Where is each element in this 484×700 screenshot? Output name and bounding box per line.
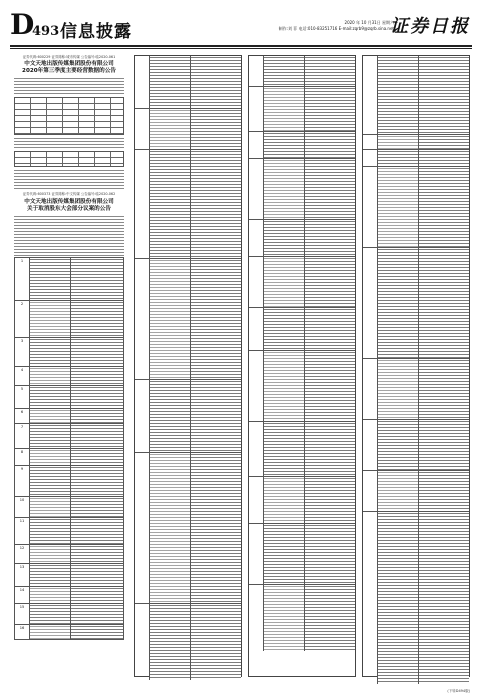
- revised-clause: [305, 308, 355, 350]
- column-1: [14, 55, 124, 675]
- original-clause: [378, 359, 419, 419]
- original-clause: [30, 301, 71, 337]
- original-clause: [150, 259, 191, 379]
- masthead-rule-thick: [10, 45, 472, 47]
- row-number: 4: [15, 367, 30, 385]
- table-row: [363, 135, 469, 150]
- revised-clause: [419, 420, 469, 470]
- original-clause: [264, 87, 305, 131]
- original-clause: [150, 109, 191, 149]
- table-row: [363, 420, 469, 471]
- original-clause: [264, 132, 305, 158]
- column-2-table: [134, 55, 242, 677]
- section-title: 信息披露: [60, 22, 132, 42]
- row-number: 8: [15, 449, 30, 465]
- original-clause: [378, 56, 419, 134]
- newspaper-brand-logo: 证券日报: [390, 16, 470, 37]
- revised-clause: [419, 359, 469, 419]
- table-row: [135, 604, 241, 680]
- table-row: [249, 351, 355, 422]
- revised-clause: [191, 259, 241, 379]
- row-number: 3: [15, 338, 30, 366]
- editor-contact: 制作:刘 菲 电话:010-83251716 E-mail:zqrb9@zqrb.sina.net: [278, 26, 394, 31]
- row-number: 14: [15, 587, 30, 603]
- table-row: [363, 359, 469, 420]
- row-number: [249, 257, 264, 307]
- revised-clause: [71, 301, 123, 337]
- revised-clause: [419, 150, 469, 166]
- page-letter: D: [10, 8, 34, 41]
- revised-clause: [71, 625, 123, 639]
- row-number: [249, 351, 264, 421]
- table-row: [15, 497, 123, 518]
- revised-clause: [71, 518, 123, 544]
- article-2-title-line-1: 中文天地出版传媒集团股份有限公司: [24, 198, 114, 205]
- column-3-table: [248, 55, 356, 677]
- row-number: 2: [15, 301, 30, 337]
- table-row: [249, 477, 355, 524]
- revised-clause: [71, 497, 123, 517]
- original-clause: [30, 587, 71, 603]
- table-row: [363, 167, 469, 248]
- table-row: [15, 545, 123, 564]
- table-row: [249, 308, 355, 351]
- revised-clause: [71, 367, 123, 385]
- row-number: [249, 422, 264, 476]
- original-clause: [30, 449, 71, 465]
- row-number: 10: [15, 497, 30, 517]
- amendment-table: [14, 257, 124, 640]
- revised-clause: [71, 564, 123, 586]
- original-clause: [30, 409, 71, 423]
- revised-clause: [191, 380, 241, 452]
- row-number: [363, 150, 378, 166]
- table-row: [135, 109, 241, 150]
- article-2-title-line-2: 关于取消股东大会部分议案的公告: [27, 205, 111, 212]
- original-clause: [264, 585, 305, 651]
- original-clause: [264, 351, 305, 421]
- row-number: [363, 167, 378, 247]
- original-clause: [264, 422, 305, 476]
- row-number: [135, 380, 150, 452]
- row-number: 1: [15, 258, 30, 300]
- original-clause: [30, 564, 71, 586]
- table-row: [249, 132, 355, 159]
- table-row: [363, 471, 469, 512]
- issue-info: [279, 20, 394, 32]
- row-number: [363, 359, 378, 419]
- revised-clause: [191, 604, 241, 680]
- masthead: [10, 8, 472, 42]
- row-number: [249, 220, 264, 256]
- column-4-table: [362, 55, 470, 677]
- masthead-rule-thin: [10, 48, 472, 49]
- row-number: [363, 512, 378, 684]
- original-clause: [264, 524, 305, 584]
- row-number: 11: [15, 518, 30, 544]
- revised-clause: [305, 56, 355, 86]
- original-clause: [378, 135, 419, 149]
- revised-clause: [305, 351, 355, 421]
- table-row: [363, 150, 469, 167]
- revised-clause: [71, 338, 123, 366]
- table-row: [363, 512, 469, 684]
- revised-clause: [191, 453, 241, 603]
- row-number: 16: [15, 625, 30, 639]
- row-number: [135, 109, 150, 149]
- table-row: [15, 466, 123, 497]
- row-number: [135, 453, 150, 603]
- table-row: [135, 259, 241, 380]
- original-clause: [378, 471, 419, 511]
- article-1-body: [14, 77, 124, 95]
- row-number: 7: [15, 424, 30, 448]
- revised-clause: [191, 109, 241, 149]
- row-number: [249, 585, 264, 651]
- row-number: [249, 159, 264, 219]
- continued-note: (下转D494版): [447, 689, 470, 693]
- original-clause: [264, 308, 305, 350]
- table-row: [15, 258, 123, 301]
- row-number: [249, 87, 264, 131]
- table-row: [249, 524, 355, 585]
- original-clause: [150, 380, 191, 452]
- table-row: [363, 248, 469, 359]
- table-row: [15, 367, 123, 386]
- revised-clause: [305, 524, 355, 584]
- row-number: [135, 56, 150, 108]
- article-1-meta: 证券代码:600229 证券简称:城市传媒 公告编号:临2020-061: [22, 55, 116, 59]
- original-clause: [264, 477, 305, 523]
- revised-clause: [71, 604, 123, 624]
- revised-clause: [305, 585, 355, 651]
- table-row: [249, 87, 355, 132]
- original-clause: [150, 150, 191, 258]
- original-clause: [30, 386, 71, 408]
- table-row: [15, 518, 123, 545]
- original-clause: [264, 159, 305, 219]
- article-1-body-3: [14, 169, 124, 189]
- row-number: [363, 56, 378, 134]
- article-2-headline: [14, 199, 124, 213]
- table-row: [135, 150, 241, 259]
- original-clause: [150, 453, 191, 603]
- original-clause: [30, 518, 71, 544]
- row-number: [135, 259, 150, 379]
- revised-clause: [305, 87, 355, 131]
- row-number: [363, 420, 378, 470]
- page-number: 493: [32, 24, 60, 39]
- table-row: [15, 424, 123, 449]
- article-1-body-2: [14, 137, 124, 149]
- issue-date: 2020 年 10 月31日 星期六: [344, 20, 394, 25]
- original-clause: [378, 512, 419, 684]
- original-clause: [30, 545, 71, 563]
- revised-clause: [191, 56, 241, 108]
- original-clause: [264, 220, 305, 256]
- table-row: [15, 409, 123, 424]
- article-1-title-line-2: 2020年第三季度主要经营数据的公告: [22, 68, 116, 75]
- table-row: [135, 56, 241, 109]
- article-1-headline: [14, 61, 124, 75]
- row-number: [249, 308, 264, 350]
- revised-clause: [419, 56, 469, 134]
- table-row: [363, 56, 469, 135]
- table-row: [249, 56, 355, 87]
- article-2-body: [14, 215, 124, 257]
- revised-clause: [71, 587, 123, 603]
- table-row: [135, 453, 241, 604]
- table-row: [15, 338, 123, 367]
- row-number: 5: [15, 386, 30, 408]
- revised-clause: [71, 258, 123, 300]
- revised-clause: [305, 477, 355, 523]
- table-row: [15, 301, 123, 338]
- revised-clause: [71, 424, 123, 448]
- row-number: 6: [15, 409, 30, 423]
- original-clause: [30, 604, 71, 624]
- table-row: [135, 380, 241, 453]
- original-clause: [264, 56, 305, 86]
- table-row: [249, 585, 355, 651]
- revised-clause: [71, 409, 123, 423]
- row-number: [135, 604, 150, 680]
- revised-clause: [419, 167, 469, 247]
- row-number: [249, 56, 264, 86]
- row-number: [249, 132, 264, 158]
- revised-clause: [419, 512, 469, 684]
- revised-clause: [305, 159, 355, 219]
- table-row: [15, 604, 123, 625]
- revised-clause: [305, 422, 355, 476]
- table-row: [15, 625, 123, 640]
- table-row: [15, 564, 123, 587]
- article-1-data-table: [14, 97, 124, 135]
- table-row: [249, 220, 355, 257]
- original-clause: [378, 150, 419, 166]
- revised-clause: [305, 257, 355, 307]
- revised-clause: [71, 466, 123, 496]
- table-row: [15, 587, 123, 604]
- table-row: [15, 449, 123, 466]
- article-2-meta: 证券代码:600373 证券简称:中文传媒 公告编号:临2020-062: [22, 192, 116, 197]
- row-number: 13: [15, 564, 30, 586]
- original-clause: [30, 466, 71, 496]
- revised-clause: [71, 386, 123, 408]
- original-clause: [30, 258, 71, 300]
- row-number: [249, 524, 264, 584]
- row-number: 12: [15, 545, 30, 563]
- row-number: [135, 150, 150, 258]
- table-row: [249, 257, 355, 308]
- original-clause: [30, 625, 71, 639]
- revised-clause: [419, 135, 469, 149]
- original-clause: [30, 367, 71, 385]
- revised-clause: [305, 220, 355, 256]
- original-clause: [378, 420, 419, 470]
- original-clause: [30, 424, 71, 448]
- original-clause: [378, 248, 419, 358]
- row-number: 9: [15, 466, 30, 496]
- original-clause: [30, 338, 71, 366]
- original-clause: [150, 56, 191, 108]
- revised-clause: [71, 449, 123, 465]
- table-row: [249, 159, 355, 220]
- table-row: [249, 422, 355, 477]
- original-clause: [264, 257, 305, 307]
- table-row: [15, 386, 123, 409]
- row-number: 15: [15, 604, 30, 624]
- row-number: [363, 248, 378, 358]
- revised-clause: [419, 248, 469, 358]
- original-clause: [150, 604, 191, 680]
- row-number: [249, 477, 264, 523]
- revised-clause: [305, 132, 355, 158]
- original-clause: [378, 167, 419, 247]
- revised-clause: [191, 150, 241, 258]
- row-number: [363, 471, 378, 511]
- article-1-title-line-1: 中文天地出版传媒集团股份有限公司: [24, 61, 114, 68]
- revised-clause: [419, 471, 469, 511]
- revised-clause: [71, 545, 123, 563]
- row-number: [363, 135, 378, 149]
- original-clause: [30, 497, 71, 517]
- article-1-data-table-2: [14, 151, 124, 167]
